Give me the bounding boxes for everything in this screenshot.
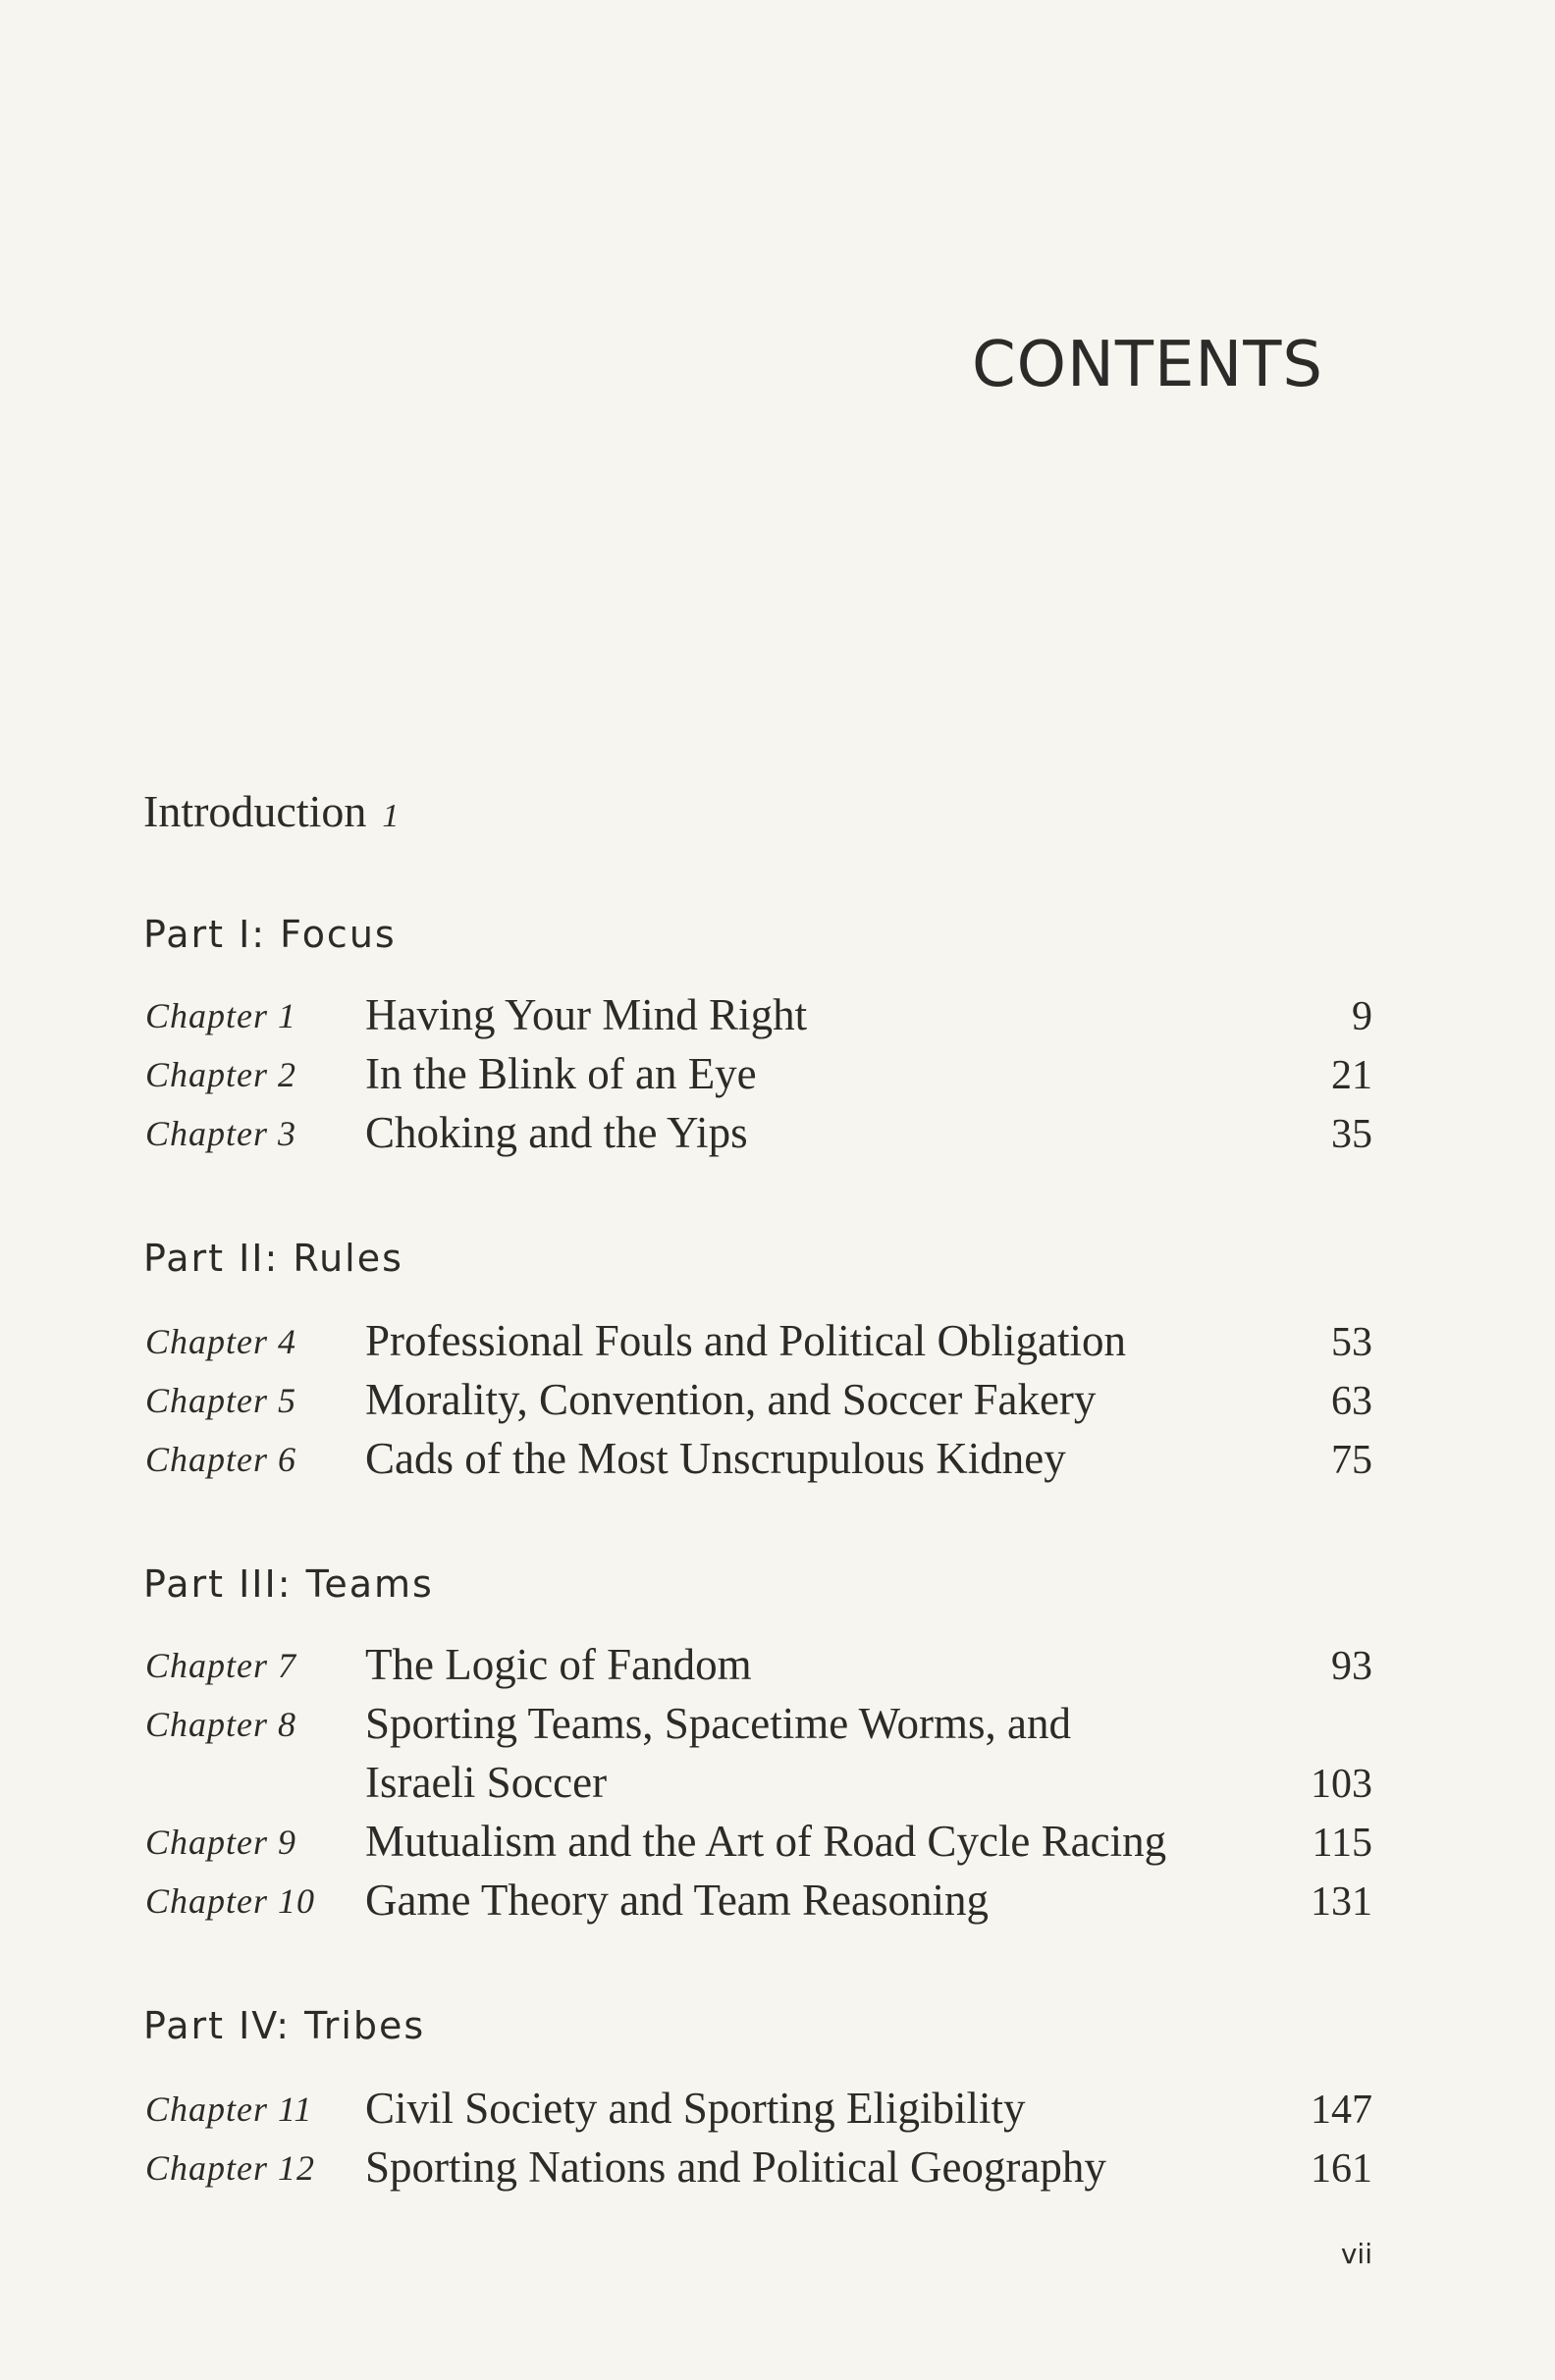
chapter-title: Civil Society and Sporting Eligibility <box>365 2084 1026 2133</box>
introduction-entry <box>143 785 399 837</box>
toc-row <box>0 1698 1555 1757</box>
page-number: vii <box>1340 2238 1372 2270</box>
chapter-page: 161 <box>1311 2146 1372 2192</box>
chapter-label: Chapter 11 <box>145 2089 313 2129</box>
introduction-label: Introduction <box>143 786 367 836</box>
chapter-page: 131 <box>1311 1879 1372 1925</box>
chapter-label: Chapter 2 <box>145 1055 297 1094</box>
chapter-label: Chapter 12 <box>145 2148 316 2188</box>
toc-row <box>0 1107 1555 1166</box>
toc-row <box>0 1433 1555 1492</box>
chapter-label: Chapter 10 <box>145 1881 316 1921</box>
chapter-page: 147 <box>1311 2088 1372 2133</box>
chapter-title: Morality, Convention, and Soccer Fakery <box>365 1375 1097 1424</box>
toc-row <box>0 1875 1555 1933</box>
chapter-page: 63 <box>1331 1379 1372 1424</box>
chapter-page: 103 <box>1311 1762 1372 1807</box>
chapter-title: Game Theory and Team Reasoning <box>365 1876 990 1925</box>
part-heading: Part II: Rules <box>143 1237 403 1280</box>
toc-row <box>0 1639 1555 1698</box>
chapter-title: Cads of the Most Unscrupulous Kidney <box>365 1434 1066 1483</box>
chapter-label: Chapter 6 <box>145 1440 297 1479</box>
introduction-page: 1 <box>382 798 400 834</box>
chapter-title: In the Blink of an Eye <box>365 1049 757 1098</box>
toc-row <box>0 1816 1555 1875</box>
chapter-title: Sporting Nations and Political Geography <box>365 2142 1106 2192</box>
chapter-page: 75 <box>1331 1438 1372 1483</box>
chapter-page: 35 <box>1331 1112 1372 1157</box>
chapter-page: 93 <box>1331 1644 1372 1689</box>
toc-row <box>0 1048 1555 1107</box>
chapter-title: Having Your Mind Right <box>365 990 808 1039</box>
toc-row <box>0 1315 1555 1374</box>
chapter-title: The Logic of Fandom <box>365 1640 752 1689</box>
page-title: CONTENTS <box>971 329 1323 401</box>
part-heading: Part IV: Tribes <box>143 2004 426 2047</box>
chapter-page: 9 <box>1352 994 1372 1039</box>
chapter-label: Chapter 7 <box>145 1646 297 1685</box>
chapter-page: 53 <box>1331 1320 1372 1365</box>
toc-row <box>0 1374 1555 1433</box>
chapter-label: Chapter 3 <box>145 1114 297 1153</box>
chapter-label: Chapter 9 <box>145 1823 297 1862</box>
chapter-page: 21 <box>1331 1053 1372 1098</box>
chapter-title: Sporting Teams, Spacetime Worms, and <box>365 1699 1071 1748</box>
chapter-label: Chapter 1 <box>145 996 297 1035</box>
chapter-label: Chapter 4 <box>145 1322 297 1361</box>
part-heading: Part III: Teams <box>143 1562 434 1606</box>
chapter-title: Professional Fouls and Political Obligation <box>365 1316 1126 1365</box>
chapter-title: Mutualism and the Art of Road Cycle Racing <box>365 1817 1167 1866</box>
chapter-title-continued: Israeli Soccer <box>365 1758 608 1807</box>
toc-row <box>0 2083 1555 2142</box>
toc-row <box>0 2142 1555 2200</box>
part-heading: Part I: Focus <box>143 913 397 956</box>
chapter-page: 115 <box>1312 1821 1372 1866</box>
chapter-title: Choking and the Yips <box>365 1108 748 1157</box>
chapter-label: Chapter 5 <box>145 1381 297 1420</box>
toc-row <box>0 989 1555 1048</box>
chapter-label: Chapter 8 <box>145 1705 297 1744</box>
toc-row <box>0 1757 1555 1816</box>
